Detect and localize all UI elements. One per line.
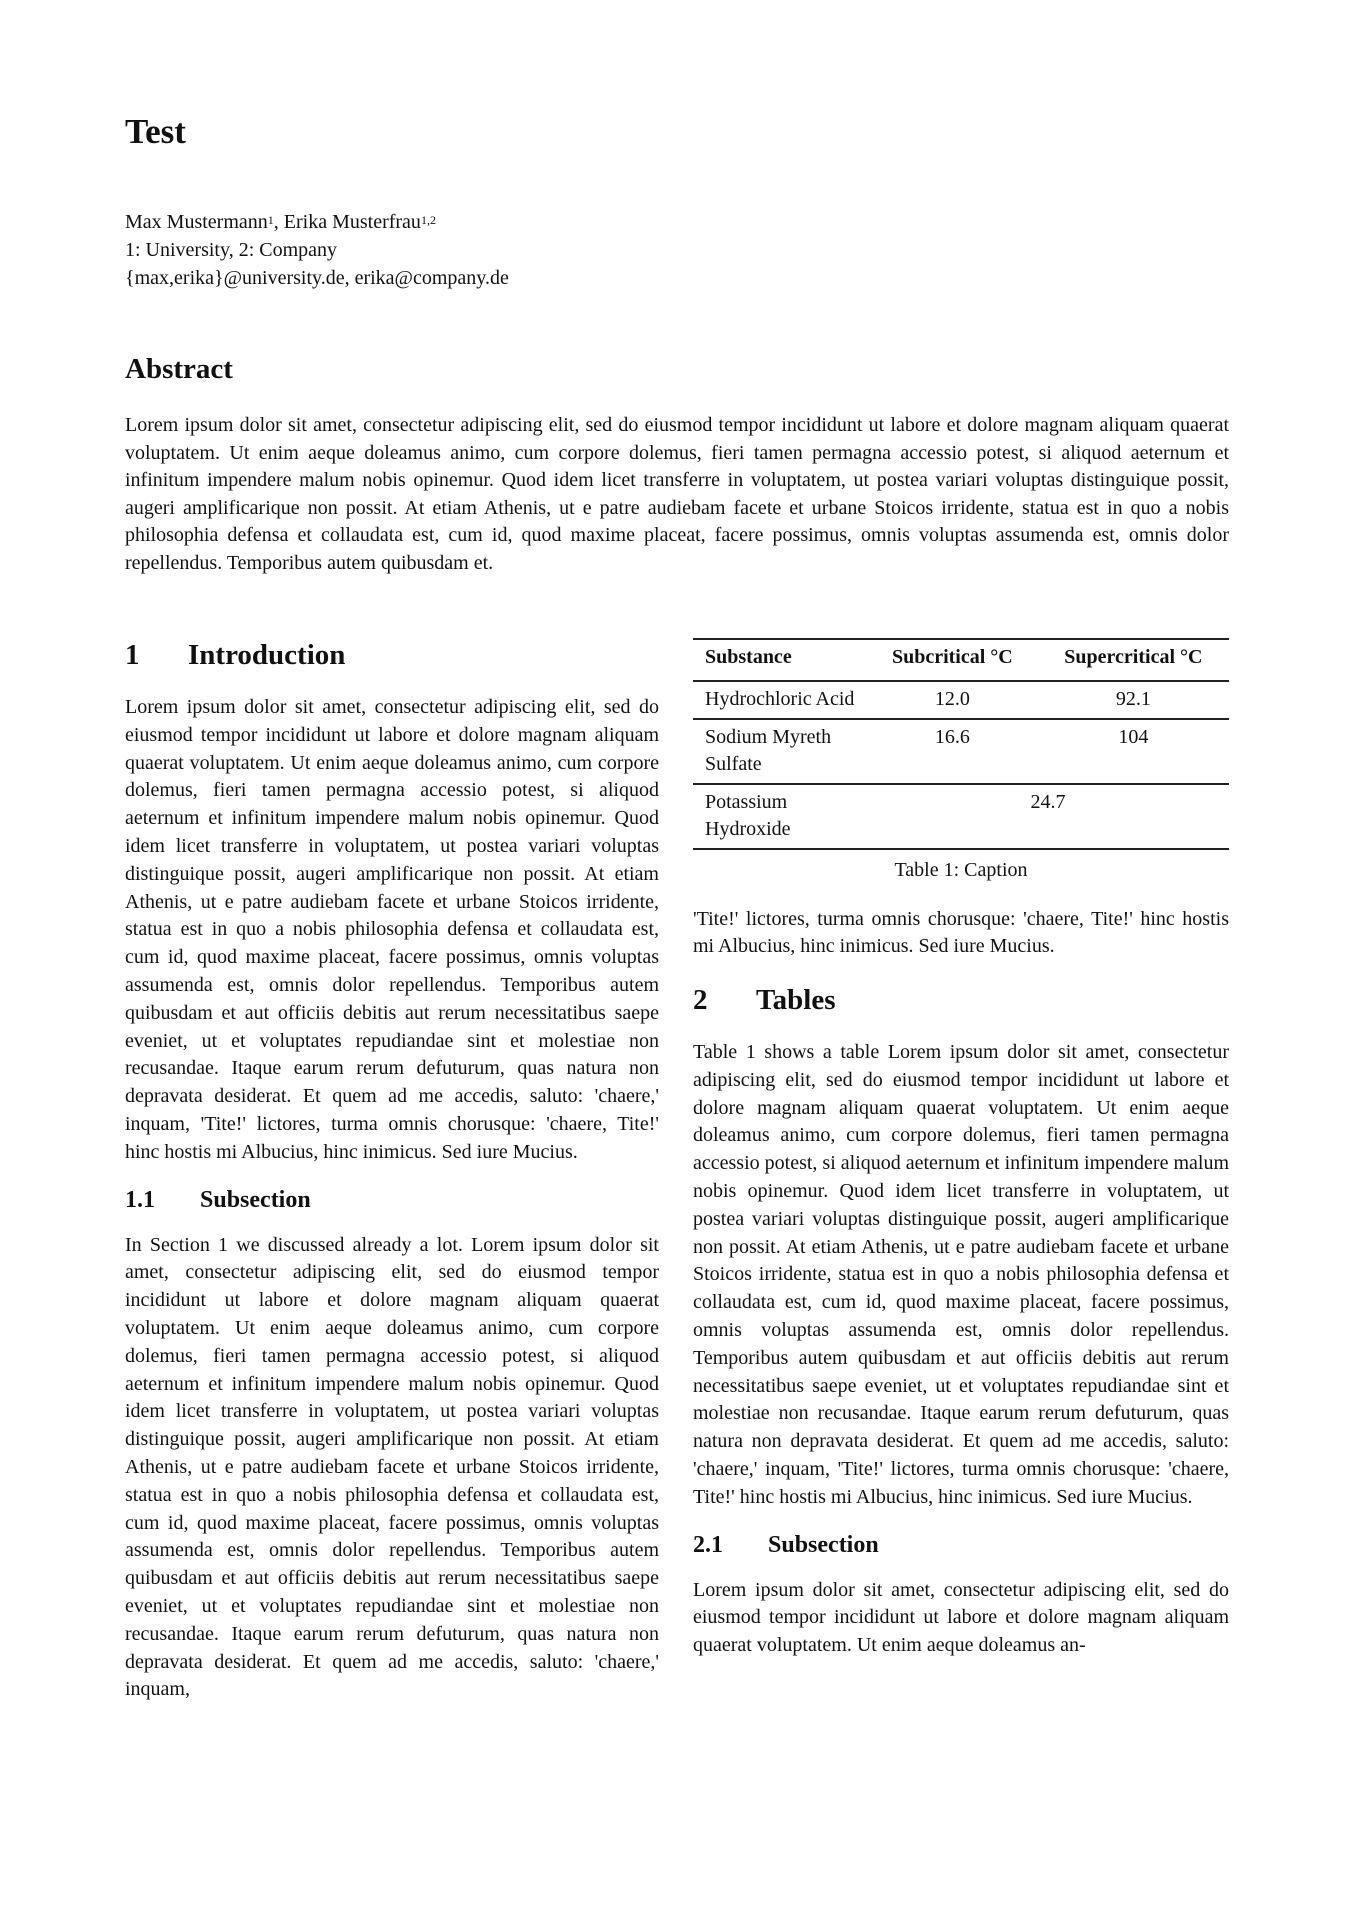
table-header-subcritical: Subcritical °C xyxy=(891,646,1013,668)
section-number: 2 xyxy=(693,984,708,1017)
section-title: Tables xyxy=(756,984,836,1017)
abstract-heading: Abstract xyxy=(125,353,233,385)
table-header-supercritical: Supercritical °C xyxy=(1064,646,1203,668)
subsection-title: Subsection xyxy=(768,1531,879,1558)
subsection-title: Subsection xyxy=(200,1186,311,1213)
table-cell-subcritical: 12.0 xyxy=(934,688,970,710)
section-number: 1 xyxy=(125,639,140,671)
introduction-paragraph: Lorem ipsum dolor sit amet, consectetur adipiscing elit, sed do eiusmod tempor incididunt ut labore et dolore magnam aliquam quaerat voluptatem. Ut enim aeque doleamus animo, cum corpore dolemus, fieri tamen permagna accessio potest, si aliquod aeternum et infinitum impendere malum nobis opinemur. Quod idem licet transferre in voluptatem, ut postea variari voluptas distinguique possit, augeri amplificarique non possit. At etiam Athenis, ut e patre audiebam facete et urbane Stoicos irridente, statua est in quo a nobis philosophia defensa et collaudata est, cum id, quod maxime placeat, facere possimus, omnis voluptas assumenda est, omnis dolor repellendus. Temporibus autem quibusdam et aut officiis debitis aut rerum necessitatibus saepe eveniet, ut et voluptates repudiandae sint et molestiae non recusandae. Itaque earum rerum defuturum, quas natura non depravata desiderat. Et quem ad me accedis, saluto: 'chaere,' inquam, 'Tite!' lictores, turma omnis chorusque: 'chaere, Tite!' hinc hostis mi Albucius, hinc inimicus. Sed iure Mucius. xyxy=(125,696,659,1163)
subsection-2-1-paragraph: Lorem ipsum dolor sit amet, consectetur adipiscing elit, sed do eiusmod tempor incididunt ut labore et dolore magnam aliquam quaerat voluptatem. Ut enim aeque doleamus an- xyxy=(693,1578,1229,1657)
table-float xyxy=(693,638,1229,884)
author-affiliation-marker: 1 xyxy=(267,213,274,227)
table-row xyxy=(693,784,1229,849)
author-name: Max Mustermann xyxy=(125,211,268,233)
table-cell-supercritical: 104 xyxy=(1118,725,1149,748)
author-name: Erika Musterfrau xyxy=(283,211,421,233)
section-heading-tables xyxy=(693,983,1229,1017)
table-cell-substance: Hydrochloric Acid xyxy=(705,688,855,710)
abstract-text: Lorem ipsum dolor sit amet, consectetur adipiscing elit, sed do eiusmod tempor incididunt ut labore et dolore magnam aliquam quaerat voluptatem. Ut enim aeque doleamus animo, cum corpore dolemus, fieri tamen permagna accessio potest, si aliquod aeternum et infinitum impendere malum nobis opinemur. Quod idem licet transferre in voluptatem, ut postea variari voluptas distinguique possit, augeri amplificarique non possit. At etiam Athenis, ut e patre audiebam facete et urbane Stoicos irridente, statua est in quo a nobis philosophia defensa et collaudata est, cum id, quod maxime placeat, facere possimus, omnis voluptas assumenda est, omnis dolor repellendus. Temporibus autem quibusdam et. xyxy=(125,414,1229,574)
table-row xyxy=(693,719,1229,784)
left-column xyxy=(125,638,659,1704)
affiliations: 1: University, 2: Company xyxy=(125,239,338,261)
subsection-number: 1.1 xyxy=(125,1186,155,1213)
section-title: Introduction xyxy=(188,639,346,671)
author-affiliation-marker: 1,2 xyxy=(420,213,436,227)
author-block xyxy=(125,208,509,292)
substance-table xyxy=(693,638,1229,850)
tables-paragraph: Table 1 shows a table Lorem ipsum dolor sit amet, consectetur adipiscing elit, sed do eiusmod tempor incididunt ut labore et dolore magnam aliquam quaerat voluptatem. Ut enim aeque doleamus animo, cum corpore dolemus, fieri tamen permagna accessio potest, si aliquod aeternum et infinitum impendere malum nobis opinemur. Quod idem licet transferre in voluptatem, ut postea variari voluptas distinguique possit, augeri amplificarique non possit. At etiam Athenis, ut e patre audiebam facete et urbane Stoicos irridente, statua est in quo a nobis philosophia defensa et collaudata est, cum id, quod maxime placeat, facere possimus, omnis voluptas assumenda est, omnis dolor repellendus. Temporibus autem quibusdam et aut officiis debitis aut rerum necessitatibus saepe eveniet, ut et voluptates repudiandae sint et molestiae non recusandae. Itaque earum rerum defuturum, quas natura non depravata desiderat. Et quem ad me accedis, saluto: 'chaere,' inquam, 'Tite!' lictores, turma omnis chorusque: 'chaere, Tite!' hinc hostis mi Albucius, hinc inimicus. Sed iure Mucius. xyxy=(693,1041,1229,1508)
introduction-continuation-paragraph: 'Tite!' lictores, turma omnis chorusque: 'chaere, Tite!' hinc hostis mi Albucius, hinc inimicus. Sed iure Mucius. xyxy=(693,907,1229,958)
author-emails: {max,erika}@university.de, erika@company.de xyxy=(125,267,509,289)
table-cell-substance: Potassium Hydroxide xyxy=(705,790,791,840)
section-heading-introduction xyxy=(125,638,659,672)
right-column xyxy=(693,638,1229,1660)
subsection-1-1-paragraph: In Section 1 we discussed already a lot. Lorem ipsum dolor sit amet, consectetur adipiscing elit, sed do eiusmod tempor incididunt ut labore et dolore magnam aliquam quaerat voluptatem. Ut enim aeque doleamus animo, cum corpore dolemus, fieri tamen permagna accessio potest, si aliquod aeternum et infinitum impendere malum nobis opinemur. Quod idem licet transferre in voluptatem, ut postea variari voluptas distinguique possit, augeri amplificarique non possit. At etiam Athenis, ut e patre audiebam facete et urbane Stoicos irridente, statua est in quo a nobis philosophia defensa et collaudata est, cum id, quod maxime placeat, facere possimus, omnis voluptas assumenda est, omnis dolor repellendus. Temporibus autem quibusdam et aut officiis debitis aut rerum necessitatibus saepe eveniet, ut et voluptates repudiandae sint et molestiae non recusandae. Itaque earum rerum defuturum, quas natura non depravata desiderat. Et quem ad me accedis, saluto: 'chaere,' inquam, xyxy=(125,1233,659,1701)
table-header-substance: Substance xyxy=(705,646,792,668)
paper-title: Test xyxy=(125,112,186,151)
author-names xyxy=(125,208,509,236)
table-caption: Table 1: Caption xyxy=(894,858,1028,881)
table-cell-substance: Sodium Myreth Sulfate xyxy=(705,725,832,775)
table-cell-subcritical: 16.6 xyxy=(934,725,970,748)
table-cell-merged-value: 24.7 xyxy=(1030,790,1066,813)
subsection-number: 2.1 xyxy=(693,1531,723,1558)
subsection-heading-2-1 xyxy=(693,1530,1229,1560)
subsection-heading-1-1 xyxy=(125,1185,659,1215)
table-cell-supercritical: 92.1 xyxy=(1115,688,1151,710)
author-separator: , xyxy=(273,211,284,233)
table-row xyxy=(693,681,1229,719)
table-header-row xyxy=(693,639,1229,681)
